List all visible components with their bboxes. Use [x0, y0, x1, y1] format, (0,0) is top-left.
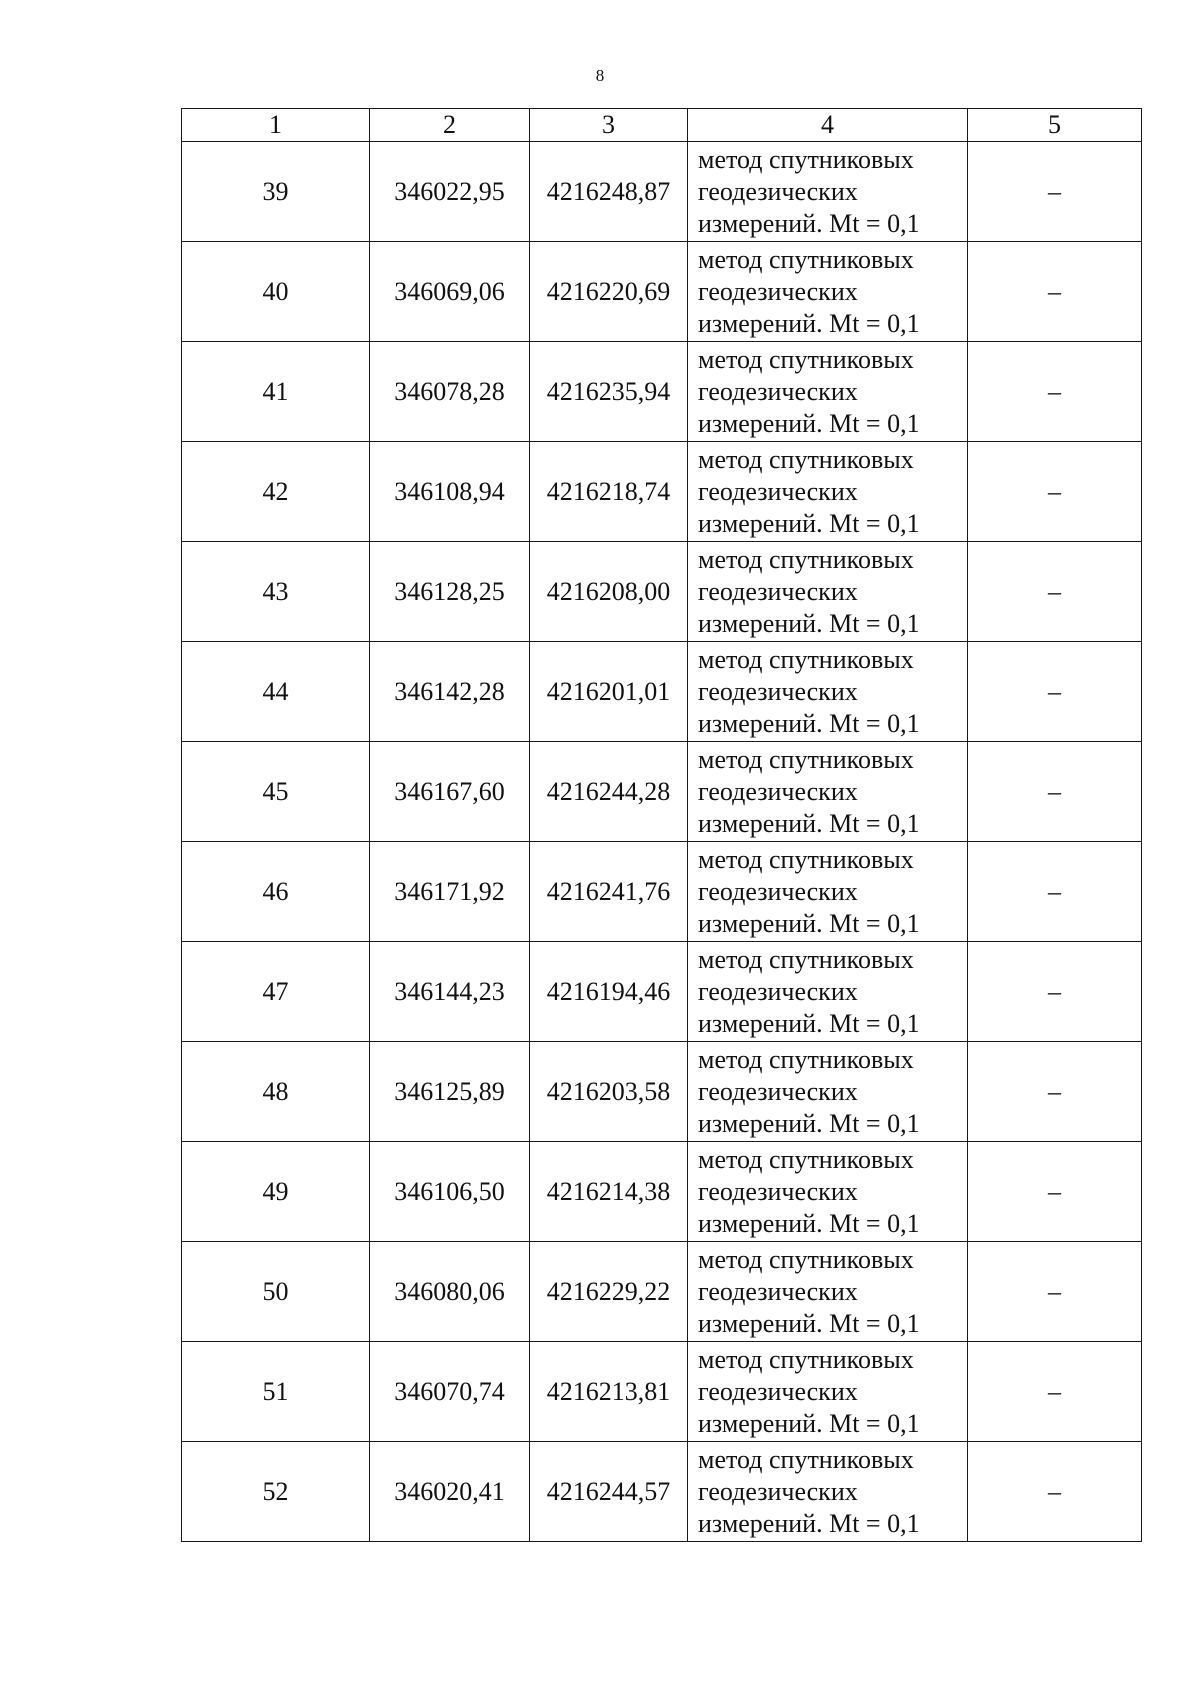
y-coordinate-cell: 4216208,00 — [530, 542, 688, 642]
column-header-3: 3 — [530, 109, 688, 142]
method-line: измерений. Mt = 0,1 — [698, 208, 920, 238]
method-line: измерений. Mt = 0,1 — [698, 308, 920, 338]
point-number-cell: 41 — [182, 342, 370, 442]
method-line: геодезических — [698, 576, 858, 606]
method-line: геодезических — [698, 276, 858, 306]
method-line: измерений. Mt = 0,1 — [698, 1208, 920, 1238]
method-line: метод спутниковых — [698, 844, 914, 874]
y-coordinate-cell: 4216244,57 — [530, 1442, 688, 1542]
method-cell — [688, 1042, 968, 1142]
method-line: измерений. Mt = 0,1 — [698, 908, 920, 938]
point-number-cell: 51 — [182, 1342, 370, 1442]
point-number-cell: 48 — [182, 1042, 370, 1142]
table-row — [182, 1142, 1142, 1242]
method-line: метод спутниковых — [698, 444, 914, 474]
page-number: 8 — [595, 66, 605, 85]
method-line: метод спутниковых — [698, 1444, 914, 1474]
note-cell: – — [968, 1042, 1142, 1142]
point-number-cell: 40 — [182, 242, 370, 342]
point-number-cell: 47 — [182, 942, 370, 1042]
point-number-cell: 39 — [182, 142, 370, 242]
x-coordinate-cell: 346070,74 — [370, 1342, 530, 1442]
point-number-cell: 43 — [182, 542, 370, 642]
y-coordinate-cell: 4216214,38 — [530, 1142, 688, 1242]
method-line: измерений. Mt = 0,1 — [698, 1008, 920, 1038]
x-coordinate-cell: 346144,23 — [370, 942, 530, 1042]
y-coordinate-cell: 4216203,58 — [530, 1042, 688, 1142]
table-row — [182, 442, 1142, 542]
y-coordinate-cell: 4216229,22 — [530, 1242, 688, 1342]
note-cell: – — [968, 242, 1142, 342]
table-row — [182, 1342, 1142, 1442]
x-coordinate-cell: 346108,94 — [370, 442, 530, 542]
method-line: метод спутниковых — [698, 244, 914, 274]
note-cell: – — [968, 342, 1142, 442]
x-coordinate-cell: 346078,28 — [370, 342, 530, 442]
method-cell — [688, 1342, 968, 1442]
method-line: геодезических — [698, 1476, 858, 1506]
method-cell — [688, 642, 968, 742]
table-row — [182, 242, 1142, 342]
method-line: метод спутниковых — [698, 1244, 914, 1274]
note-cell: – — [968, 1242, 1142, 1342]
note-cell: – — [968, 542, 1142, 642]
column-header-2: 2 — [370, 109, 530, 142]
method-line: метод спутниковых — [698, 644, 914, 674]
method-cell — [688, 1142, 968, 1242]
table-row — [182, 942, 1142, 1042]
method-cell — [688, 242, 968, 342]
note-cell: – — [968, 1342, 1142, 1442]
method-line: метод спутниковых — [698, 744, 914, 774]
column-header-5: 5 — [968, 109, 1142, 142]
method-cell — [688, 142, 968, 242]
note-cell: – — [968, 1142, 1142, 1242]
table-row — [182, 742, 1142, 842]
x-coordinate-cell: 346080,06 — [370, 1242, 530, 1342]
y-coordinate-cell: 4216220,69 — [530, 242, 688, 342]
method-line: геодезических — [698, 876, 858, 906]
method-line: геодезических — [698, 776, 858, 806]
method-line: измерений. Mt = 0,1 — [698, 1408, 920, 1438]
x-coordinate-cell: 346125,89 — [370, 1042, 530, 1142]
note-cell: – — [968, 742, 1142, 842]
note-cell: – — [968, 842, 1142, 942]
note-cell: – — [968, 442, 1142, 542]
method-line: геодезических — [698, 1176, 858, 1206]
method-cell — [688, 842, 968, 942]
method-line: метод спутниковых — [698, 1344, 914, 1374]
y-coordinate-cell: 4216235,94 — [530, 342, 688, 442]
method-line: измерений. Mt = 0,1 — [698, 608, 920, 638]
y-coordinate-cell: 4216248,87 — [530, 142, 688, 242]
point-number-cell: 42 — [182, 442, 370, 542]
method-line: геодезических — [698, 176, 858, 206]
method-line: метод спутниковых — [698, 344, 914, 374]
method-cell — [688, 742, 968, 842]
x-coordinate-cell: 346167,60 — [370, 742, 530, 842]
method-line: измерений. Mt = 0,1 — [698, 1308, 920, 1338]
x-coordinate-cell: 346128,25 — [370, 542, 530, 642]
note-cell: – — [968, 142, 1142, 242]
method-line: измерений. Mt = 0,1 — [698, 1508, 920, 1538]
y-coordinate-cell: 4216218,74 — [530, 442, 688, 542]
method-line: геодезических — [698, 376, 858, 406]
point-number-cell: 46 — [182, 842, 370, 942]
point-number-cell: 50 — [182, 1242, 370, 1342]
table-header-row — [182, 109, 1142, 142]
method-line: геодезических — [698, 1276, 858, 1306]
table-row — [182, 1242, 1142, 1342]
point-number-cell: 49 — [182, 1142, 370, 1242]
method-cell — [688, 1442, 968, 1542]
method-line: геодезических — [698, 976, 858, 1006]
method-line: измерений. Mt = 0,1 — [698, 708, 920, 738]
method-cell — [688, 942, 968, 1042]
y-coordinate-cell: 4216241,76 — [530, 842, 688, 942]
method-cell — [688, 442, 968, 542]
method-line: геодезических — [698, 1376, 858, 1406]
method-line: метод спутниковых — [698, 944, 914, 974]
table-body — [182, 142, 1142, 1542]
point-number-cell: 52 — [182, 1442, 370, 1542]
table-row — [182, 1042, 1142, 1142]
table-row — [182, 842, 1142, 942]
table-row — [182, 642, 1142, 742]
note-cell: – — [968, 1442, 1142, 1542]
y-coordinate-cell: 4216194,46 — [530, 942, 688, 1042]
table-row — [182, 1442, 1142, 1542]
method-line: метод спутниковых — [698, 1144, 914, 1174]
y-coordinate-cell: 4216201,01 — [530, 642, 688, 742]
method-line: метод спутниковых — [698, 144, 914, 174]
table-row — [182, 542, 1142, 642]
x-coordinate-cell: 346106,50 — [370, 1142, 530, 1242]
x-coordinate-cell: 346020,41 — [370, 1442, 530, 1542]
x-coordinate-cell: 346069,06 — [370, 242, 530, 342]
note-cell: – — [968, 642, 1142, 742]
method-line: геодезических — [698, 1076, 858, 1106]
coordinates-table — [181, 108, 1142, 1542]
method-line: метод спутниковых — [698, 544, 914, 574]
column-header-4: 4 — [688, 109, 968, 142]
table-row — [182, 342, 1142, 442]
method-cell — [688, 1242, 968, 1342]
note-cell: – — [968, 942, 1142, 1042]
x-coordinate-cell: 346171,92 — [370, 842, 530, 942]
method-line: измерений. Mt = 0,1 — [698, 808, 920, 838]
point-number-cell: 45 — [182, 742, 370, 842]
method-line: измерений. Mt = 0,1 — [698, 408, 920, 438]
y-coordinate-cell: 4216213,81 — [530, 1342, 688, 1442]
column-header-1: 1 — [182, 109, 370, 142]
x-coordinate-cell: 346142,28 — [370, 642, 530, 742]
method-line: метод спутниковых — [698, 1044, 914, 1074]
method-cell — [688, 542, 968, 642]
table-row — [182, 142, 1142, 242]
y-coordinate-cell: 4216244,28 — [530, 742, 688, 842]
method-line: измерений. Mt = 0,1 — [698, 1108, 920, 1138]
method-line: геодезических — [698, 476, 858, 506]
point-number-cell: 44 — [182, 642, 370, 742]
method-line: измерений. Mt = 0,1 — [698, 508, 920, 538]
method-cell — [688, 342, 968, 442]
method-line: геодезических — [698, 676, 858, 706]
x-coordinate-cell: 346022,95 — [370, 142, 530, 242]
